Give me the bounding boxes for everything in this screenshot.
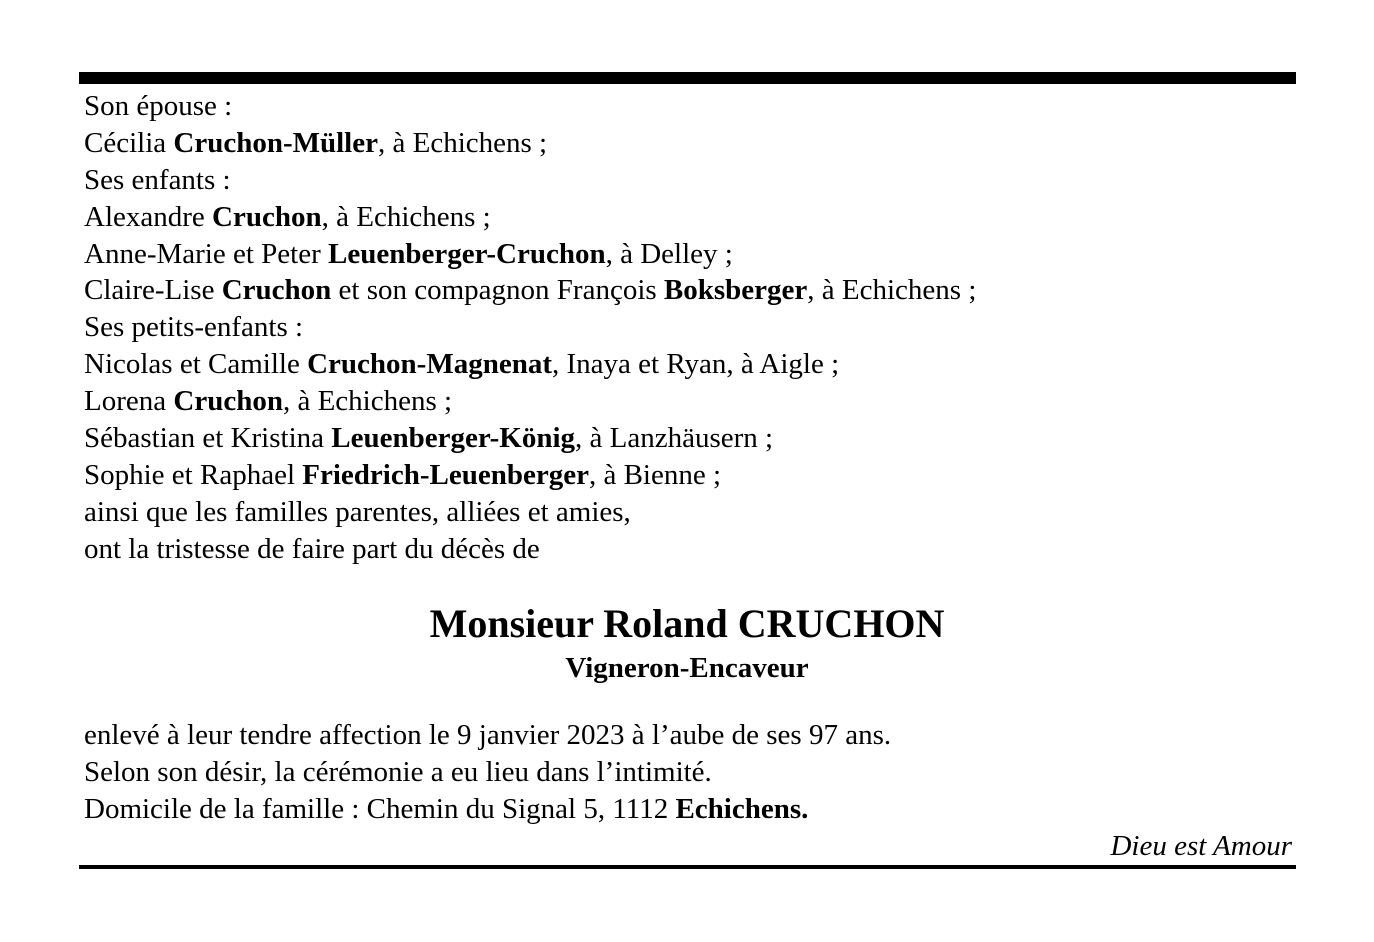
text-segment: Sébastian et Kristina [84, 422, 332, 455]
text-line [84, 494, 976, 531]
text-segment: Son épouse : [84, 90, 233, 122]
text-line [84, 791, 891, 828]
text-segment: , à Echichens ; [807, 274, 977, 307]
text-line [84, 457, 976, 494]
text-segment: , Inaya et Ryan, à Aigle ; [551, 348, 840, 381]
bottom-rule [79, 865, 1296, 869]
bold-name: Boksberger [663, 274, 808, 307]
bold-name: Cruchon [173, 385, 283, 418]
bold-name: Cruchon-Müller [173, 126, 378, 159]
text-segment: Anne-Marie et Peter [84, 237, 328, 270]
text-segment: , à Echichens ; [282, 385, 453, 418]
motto: Dieu est Amour [1110, 830, 1292, 862]
bold-name: Friedrich-Leuenberger [302, 458, 589, 491]
text-line [84, 272, 976, 309]
text-line [84, 199, 976, 236]
text-line [84, 346, 976, 383]
text-line [84, 309, 976, 346]
text-line [84, 125, 976, 162]
text-line [84, 717, 891, 754]
text-line [84, 383, 976, 420]
text-segment: Domicile de la famille : Chemin du Signal 5, 1112 [84, 792, 676, 825]
text-segment: , à Delley ; [605, 237, 733, 270]
announcement-details [84, 717, 891, 828]
text-segment: enlevé à leur tendre affection le 9 janvier 2023 à l’aube de ses 97 ans. [84, 719, 892, 751]
text-segment: , à Echichens ; [377, 126, 548, 159]
bold-name: Leuenberger-König [331, 422, 576, 455]
text-segment: Lorena [84, 385, 174, 418]
text-line [84, 162, 976, 199]
bold-name: Cruchon [212, 200, 322, 233]
top-rule [79, 72, 1296, 84]
text-segment: Nicolas et Camille [84, 348, 308, 381]
bold-name: Cruchon-Magnenat [307, 348, 552, 381]
text-segment: et son compagnon François [331, 274, 664, 307]
text-line [84, 236, 976, 273]
text-segment: , à Lanzhäusern ; [575, 422, 774, 455]
deceased-profession: Vigneron-Encaveur [565, 652, 809, 684]
text-segment: , à Bienne ; [588, 458, 722, 491]
text-line [84, 531, 976, 568]
text-segment: Sophie et Raphael [84, 458, 303, 491]
text-segment: Cécilia [84, 126, 174, 159]
text-segment: Ses petits-enfants : [84, 311, 304, 344]
bold-name: Leuenberger-Cruchon [327, 237, 606, 270]
text-segment: , à Echichens ; [321, 200, 491, 233]
bold-name: Cruchon [221, 274, 332, 307]
text-segment: Alexandre [84, 200, 213, 233]
text-segment: ont la tristesse de faire part du décès de [84, 532, 540, 565]
text-segment: Selon son désir, la cérémonie a eu lieu dans l’intimité. [84, 755, 712, 788]
text-line [84, 88, 976, 125]
text-segment: ainsi que les familles parentes, alliées et amies, [84, 495, 631, 528]
bold-name: Echichens. [675, 792, 809, 825]
text-line [84, 754, 891, 791]
deceased-name: Monsieur Roland CRUCHON [429, 601, 945, 646]
family-list [84, 88, 976, 568]
text-line [84, 420, 976, 457]
text-segment: Ses enfants : [84, 163, 231, 196]
text-segment: Claire-Lise [84, 274, 222, 307]
